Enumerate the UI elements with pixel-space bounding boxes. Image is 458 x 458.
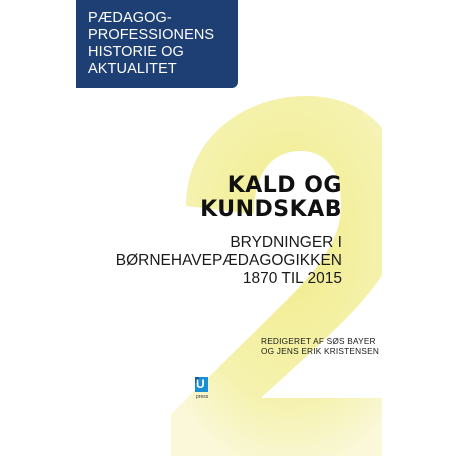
- editors-line: OG JENS ERIK KRISTENSEN: [261, 346, 380, 356]
- book-title-line: KALD OG: [227, 173, 342, 198]
- book-title-line: KUNDSKAB: [200, 197, 342, 222]
- book-subtitle-line: 1870 TIL 2015: [242, 270, 342, 287]
- series-title-line: PROFESSIONENS: [88, 27, 215, 43]
- series-title-line: HISTORIE OG: [88, 44, 184, 60]
- book-subtitle-line: BRYDNINGER I: [230, 234, 342, 251]
- book-subtitle-line: BØRNEHAVEPÆDAGOGIKKEN: [115, 252, 342, 269]
- publisher-logo-letter: U: [196, 377, 205, 391]
- series-title-box: [76, 0, 238, 88]
- publisher-name: press: [196, 394, 209, 400]
- publisher-logo: [195, 377, 208, 392]
- editors-line: REDIGERET AF SØS BAYER: [261, 336, 376, 346]
- book-cover: [76, 0, 382, 458]
- series-title-line: AKTUALITET: [88, 61, 177, 77]
- series-title-line: PÆDAGOG-: [88, 10, 172, 26]
